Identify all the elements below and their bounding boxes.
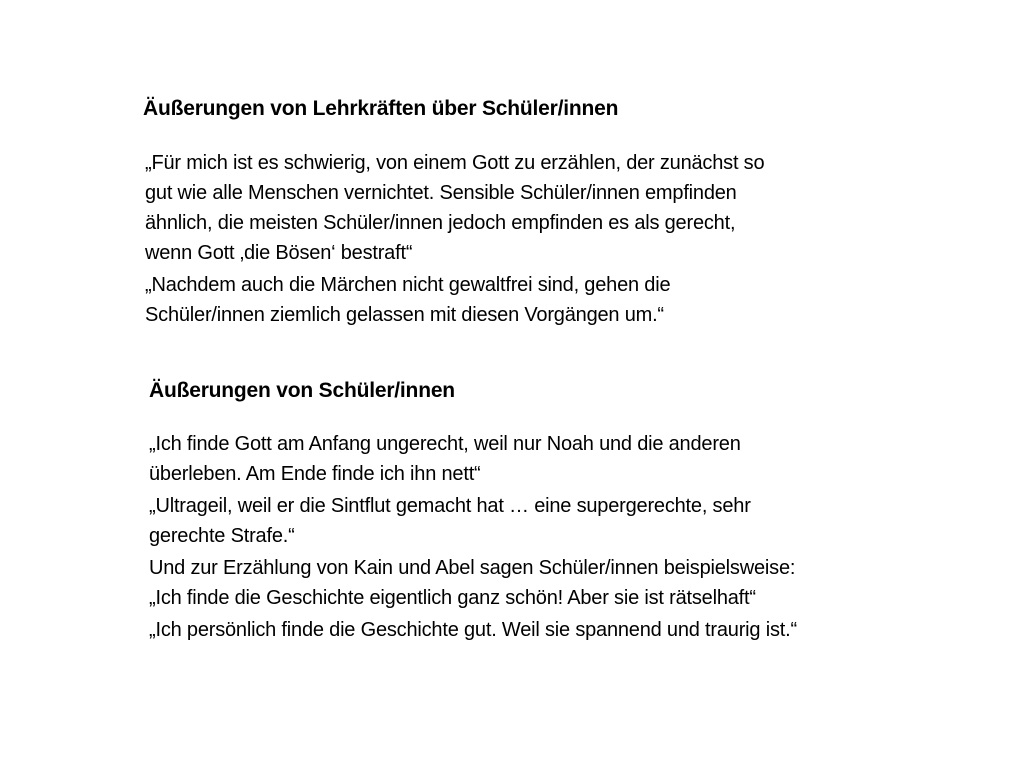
student-quote-line: „Ich persönlich finde die Geschichte gut. Weil sie spannend und traurig ist.“ <box>149 619 797 641</box>
teacher-quote-line: „Für mich ist es schwierig, von einem Gott zu erzählen, der zunächst so <box>145 152 765 174</box>
student-quote-line: überleben. Am Ende finde ich ihn nett“ <box>149 463 481 485</box>
teacher-quote-line: „Nachdem auch die Märchen nicht gewaltfrei sind, gehen die <box>145 274 671 296</box>
student-quote-line: „Ich finde die Geschichte eigentlich ganz schön! Aber sie ist rätselhaft“ <box>149 587 756 609</box>
teacher-quote-line: ähnlich, die meisten Schüler/innen jedoch empfinden es als gerecht, <box>145 212 736 234</box>
heading-student-statements: Äußerungen von Schüler/innen <box>149 379 455 402</box>
heading-teacher-statements: Äußerungen von Lehrkräften über Schüler/innen <box>143 97 619 120</box>
student-quote-line: Und zur Erzählung von Kain und Abel sagen Schüler/innen beispielsweise: <box>149 557 796 579</box>
student-quote-line: gerechte Strafe.“ <box>149 525 295 547</box>
teacher-quote-line: wenn Gott ‚die Bösen‘ bestraft“ <box>145 242 413 264</box>
teacher-quote-line: Schüler/innen ziemlich gelassen mit diesen Vorgängen um.“ <box>145 304 664 326</box>
student-quote-line: „Ich finde Gott am Anfang ungerecht, weil nur Noah und die anderen <box>149 433 741 455</box>
student-quote-line: „Ultrageil, weil er die Sintflut gemacht hat … eine supergerechte, sehr <box>149 495 751 517</box>
teacher-quote-line: gut wie alle Menschen vernichtet. Sensible Schüler/innen empfinden <box>145 182 737 204</box>
